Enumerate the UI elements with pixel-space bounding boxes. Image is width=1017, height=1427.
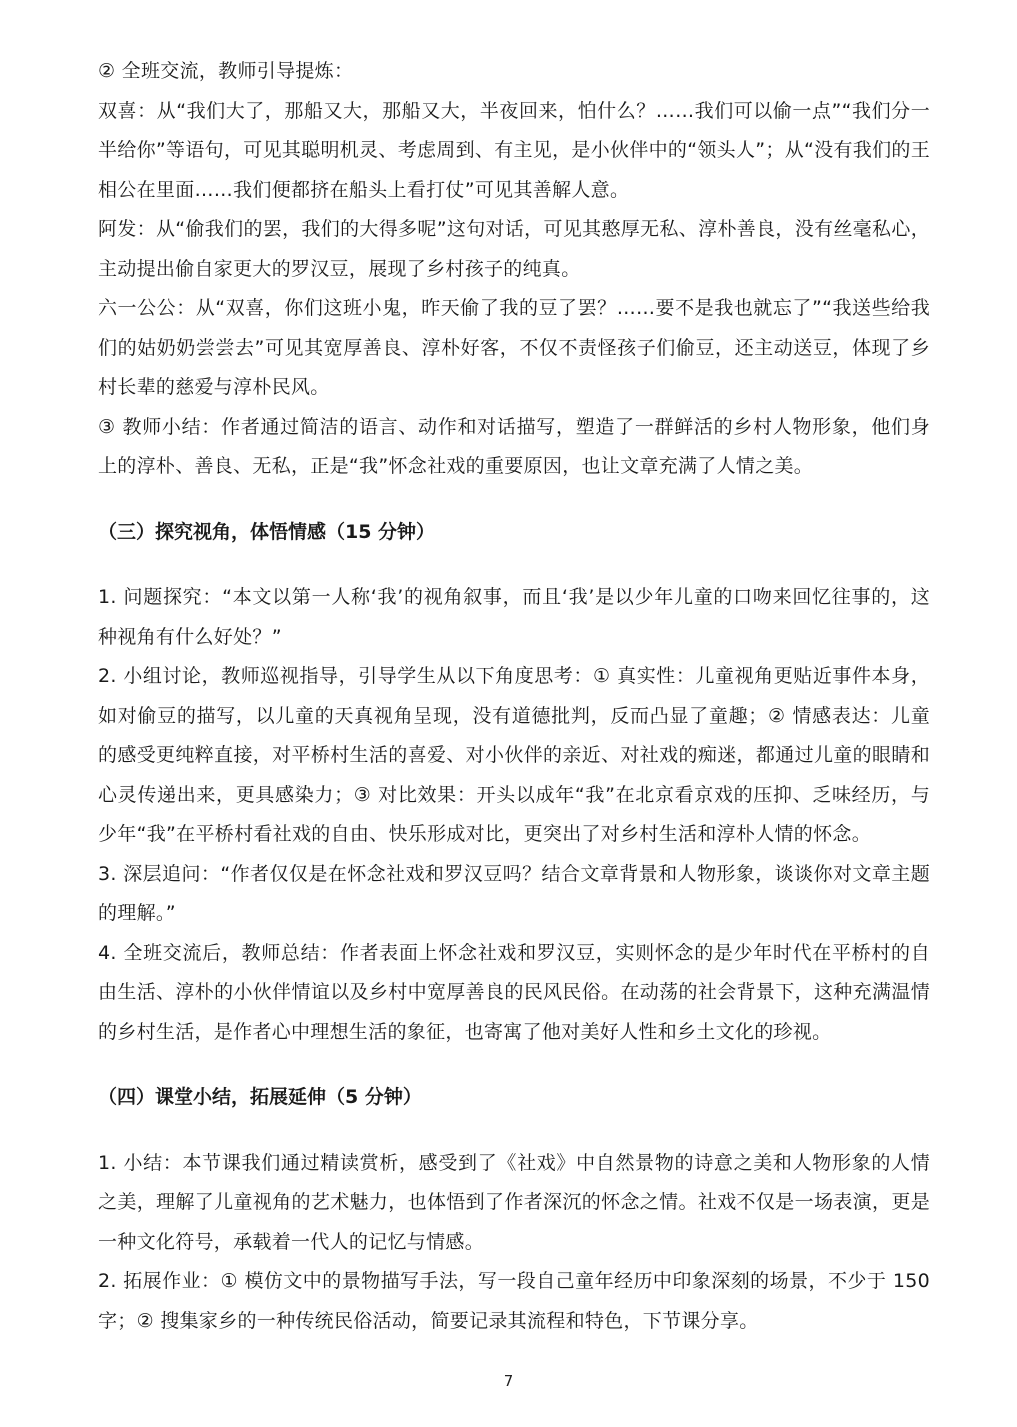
section4-heading: （四）课堂小结，拓展延伸（5 分钟） [98,1086,422,1108]
section4-homework: 2. 拓展作业：① 模仿文中的景物描写手法，写一段自己童年经历中印象深刻的场景，不少于 150 字；② 搜集家乡的一种传统民俗活动，简要记录其流程和特色，下节课分享。 [98,1270,930,1332]
section3-conclusion: 4. 全班交流后，教师总结：作者表面上怀念社戏和罗汉豆，实则怀念的是少年时代在平桥村的自由生活、淳朴的小伙伴情谊以及乡村中宽厚善良的民风民俗。在动荡的社会背景下，这种充满温情的乡村生活，是作者心中理想生活的象征，也寄寓了他对美好人性和乡土文化的珍视。 [98,941,930,1043]
afa-analysis: 阿发：从“偷我们的罢，我们的大得多呢”这句对话，可见其憨厚无私、淳朴善良，没有丝毫私心，主动提出偷自家更大的罗汉豆，展现了乡村孩子的纯真。 [98,218,930,280]
section3-heading: （三）探究视角，体悟情感（15 分钟） [98,520,436,543]
section3-deep-question: 3. 深层追问：“作者仅仅是在怀念社戏和罗汉豆吗？结合文章背景和人物形象，谈谈你对文章主题的理解。” [98,862,930,924]
section3-question: 1. 问题探究：“本文以第一人称‘我’的视角叙事，而且‘我’是以少年儿童的口吻来回忆往事的，这种视角有什么好处？” [98,586,930,648]
section4-summary: 1. 小结：本节课我们通过精读赏析，感受到了《社戏》中自然景物的诗意之美和人物形象的人情之美，理解了儿童视角的艺术魅力，也体悟到了作者深沉的怀念之情。社戏不仅是一场表演，更是一种文化符号，承载着一代人的记忆与情感。 [98,1151,930,1253]
section2-step2: ② 全班交流，教师引导提炼： [98,60,354,82]
page-number: 7 [503,1372,514,1390]
liuyi-analysis: 六一公公：从“双喜，你们这班小鬼，昨天偷了我的豆了罢？……要不是我也就忘了”“我送些给我们的姑奶奶尝尝去”可见其宽厚善良、淳朴好客，不仅不责怪孩子们偷豆，还主动送豆，体现了乡村长辈的慈爱与淳朴民风。 [98,297,930,398]
page-content [98,52,930,1341]
teacher-summary: ③ 教师小结：作者通过简洁的语言、动作和对话描写，塑造了一群鲜活的乡村人物形象，他们身上的淳朴、善良、无私，正是“我”怀念社戏的重要原因，也让文章充满了人情之美。 [98,415,930,477]
section3-discussion: 2. 小组讨论，教师巡视指导，引导学生从以下角度思考：① 真实性：儿童视角更贴近事件本身，如对偷豆的描写，以儿童的天真视角呈现，没有道德批判，反而凸显了童趣；② 情感表达：儿童的感受更纯粹直接，对平桥村生活的喜爱、对小伙伴的亲近、对社戏的痴迷，都通过儿童的眼睛和心灵传递出来，更具感染力；③ 对比效果：开头以成年“我”在北京看京戏的压抑、乏味经历，与少年“我”在平桥村看社戏的自由、快乐形成对比，更突出了对乡村生活和淳朴人情的怀念。 [98,665,930,845]
shuangxi-analysis: 双喜：从“我们大了，那船又大，那船又大，半夜回来，怕什么？……我们可以偷一点”“我们分一半给你”等语句，可见其聪明机灵、考虑周到、有主见，是小伙伴中的“领头人”；从“没有我们的王相公在里面……我们便都挤在船头上看打仗”可见其善解人意。 [98,99,930,201]
